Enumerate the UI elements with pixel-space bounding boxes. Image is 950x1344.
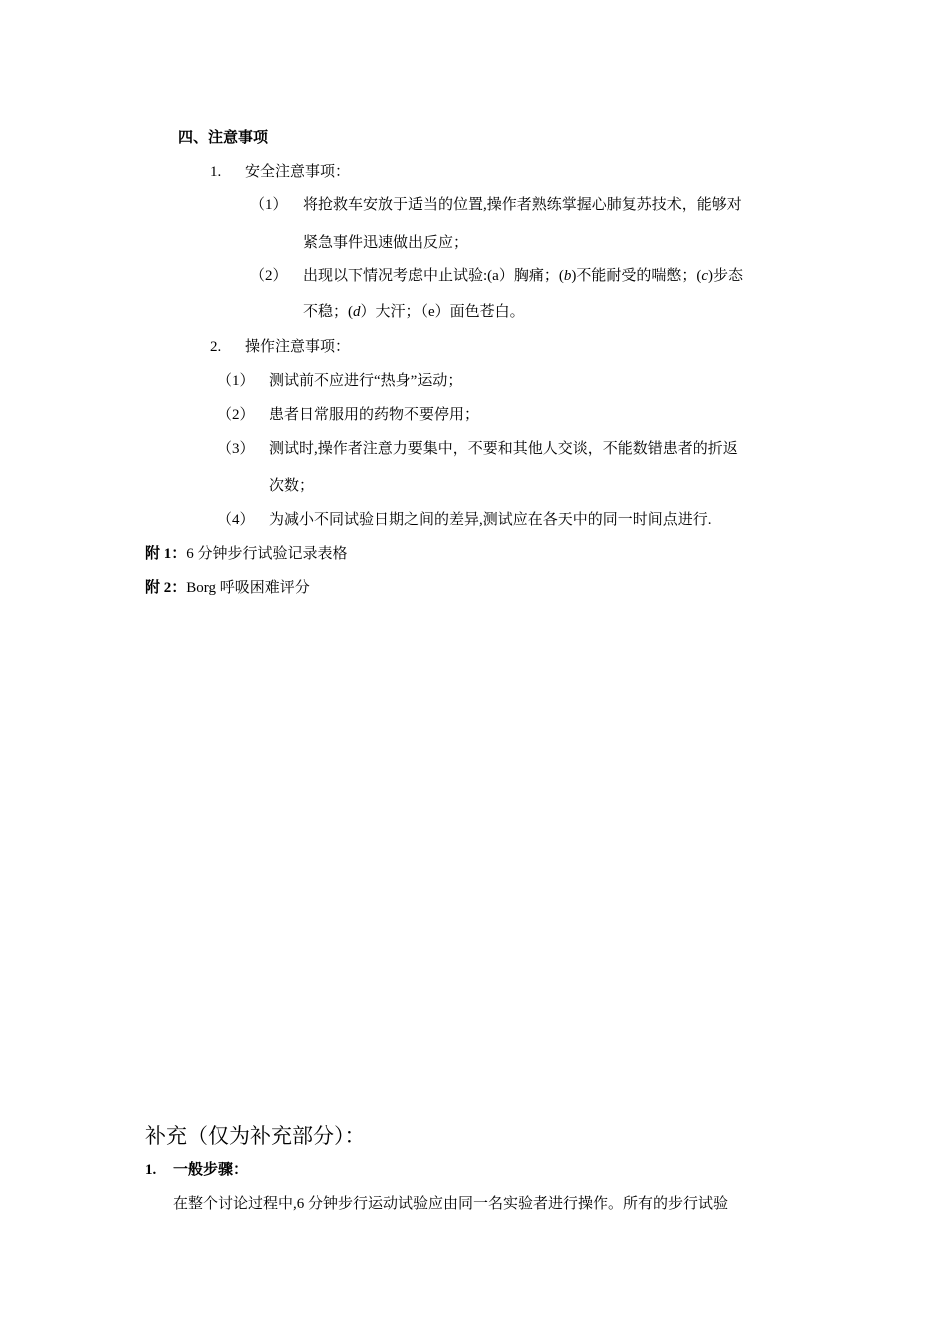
- operation-number: 2.: [210, 339, 222, 355]
- section-heading: 四、注意事项: [178, 130, 269, 146]
- supplement-paragraph: 在整个讨论过程中,6 分钟步行运动试验应由同一名实验者进行操作。所有的步行试验: [173, 1196, 729, 1212]
- list-item-text-e: )步态: [708, 268, 743, 284]
- appendix-text: Borg 呼吸困难评分: [186, 580, 310, 596]
- operation-title: 操作注意事项：: [245, 339, 351, 355]
- list-item-text-c: )不能耐受的喘憋；(: [571, 268, 702, 284]
- step-title: 一般步骤：: [173, 1162, 249, 1178]
- operation-item-3: [217, 439, 738, 459]
- appendix-2: [145, 578, 310, 598]
- operation-item-3-continuation: 次数；: [269, 478, 315, 494]
- list-item-number: （1）: [217, 373, 255, 389]
- continuation-text-b: d: [353, 304, 361, 320]
- supplement-heading: 补充（仅为补充部分）：: [145, 1124, 366, 1148]
- safety-title: 安全注意事项：: [245, 164, 351, 180]
- continuation-text-a: 不稳；(: [303, 304, 353, 320]
- safety-subheading: [210, 162, 350, 182]
- appendix-text: 6 分钟步行试验记录表格: [186, 546, 348, 562]
- appendix-label: 附 2：: [145, 580, 187, 596]
- list-item-text: 测试前不应进行“热身”运动；: [269, 373, 463, 389]
- operation-item-1: [217, 371, 462, 391]
- operation-subheading: [210, 337, 350, 357]
- list-item-text-b: b: [563, 268, 572, 284]
- safety-item-1: [250, 195, 742, 215]
- list-item-text: 测试时,操作者注意力要集中，不要和其他人交谈，不能数错患者的折返: [269, 441, 738, 457]
- safety-item-2-continuation: [303, 302, 525, 322]
- list-item-number: （3）: [217, 441, 255, 457]
- list-item-text-a: 出现以下情况考虑中止试验:(a）胸痛；(: [303, 268, 564, 284]
- safety-item-1-continuation: 紧急事件迅速做出反应；: [303, 235, 469, 251]
- list-item-number: （2）: [217, 407, 255, 423]
- step-number: 1.: [145, 1162, 157, 1178]
- operation-item-4: [217, 510, 712, 530]
- list-item-text-d: c: [701, 268, 708, 284]
- continuation-text-c: ）大汗；（e）面色苍白。: [360, 304, 525, 320]
- appendix-label: 附 1：: [145, 546, 187, 562]
- safety-item-2: [250, 266, 743, 286]
- list-item-text: 患者日常服用的药物不要停用；: [269, 407, 480, 423]
- supplement-step-heading: [145, 1160, 248, 1180]
- list-item-number: （1）: [250, 197, 288, 213]
- appendix-1: [145, 544, 348, 564]
- list-item-text: 为减小不同试验日期之间的差异,测试应在各天中的同一时间点进行.: [269, 512, 712, 528]
- safety-number: 1.: [210, 164, 222, 180]
- list-item-text: 将抢救车安放于适当的位置,操作者熟练掌握心肺复苏技术，能够对: [303, 197, 742, 213]
- list-item-number: （2）: [250, 268, 288, 284]
- operation-item-2: [217, 405, 479, 425]
- list-item-number: （4）: [217, 512, 255, 528]
